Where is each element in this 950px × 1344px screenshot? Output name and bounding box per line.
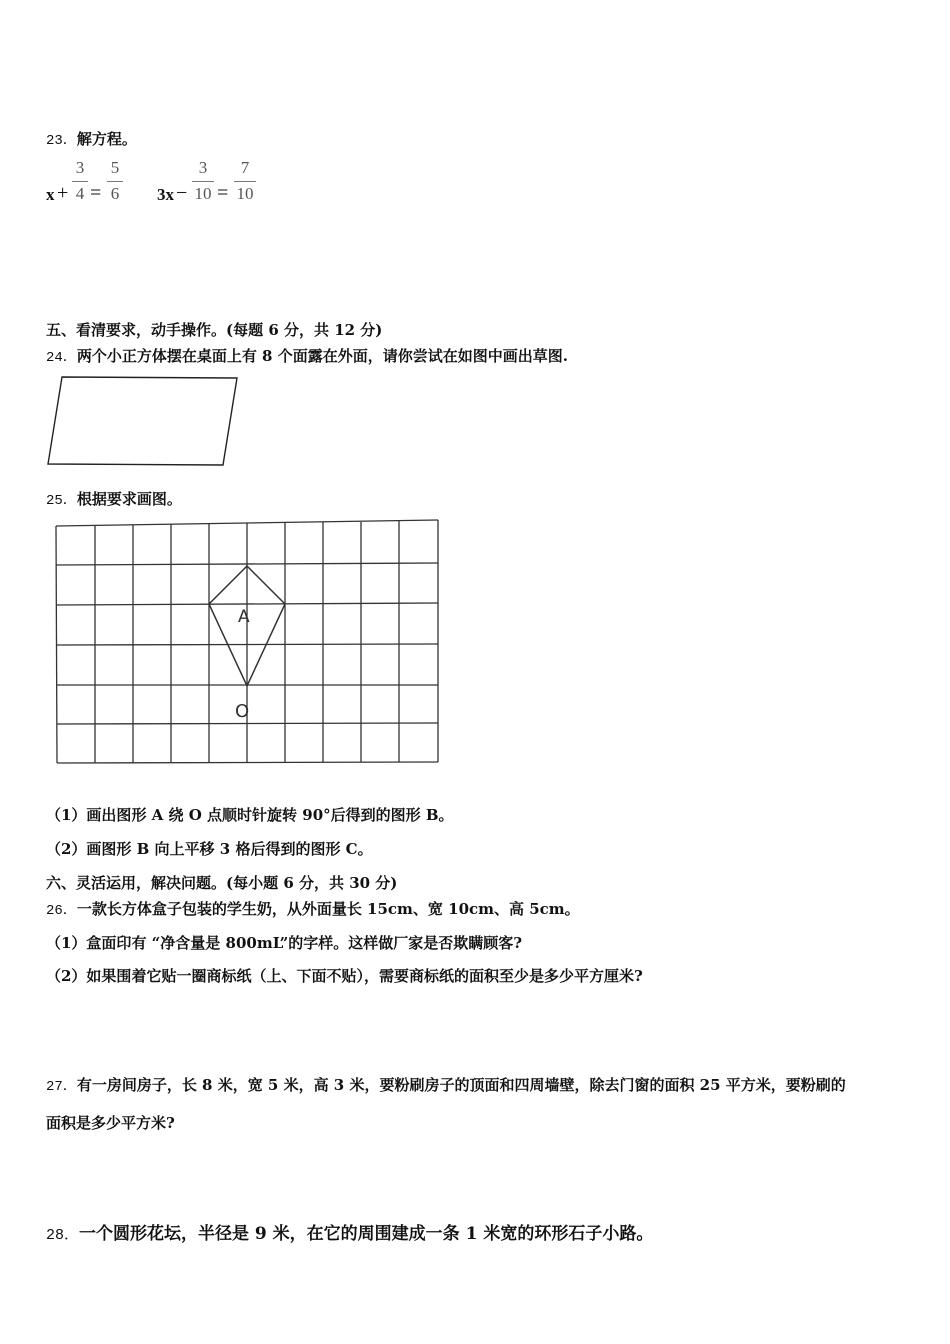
question-text: 两个小正方体摆在桌面上有 8 个面露在外面，请你尝试在如图中画出草图. (76, 347, 568, 365)
grid-lines (56, 520, 438, 763)
question-25-sub-1: （1）画出图形 A 绕 O 点顺时针旋转 90°后得到的图形 B。 (46, 806, 454, 824)
equals-sign: = (217, 182, 229, 204)
question-25-sub-2: （2）画图形 B 向上平移 3 格后得到的图形 C。 (46, 840, 373, 858)
question-26-sub-1: （1）盒面印有 “净含量是 800mL”的字样。这样做厂家是否欺瞒顾客? (46, 934, 523, 952)
fraction-numerator: 3 (198, 158, 208, 177)
question-28 (46, 1219, 653, 1244)
equation-variable: x (46, 185, 55, 204)
equation-variable: 3x (157, 185, 174, 204)
question-27-line-2: 面积是多少平方米? (46, 1114, 175, 1132)
equals-sign: = (90, 182, 102, 204)
question-title: 根据要求画图。 (76, 490, 182, 508)
section-6-heading: 六、灵活运用，解决问题。(每小题 6 分，共 30 分) (46, 874, 398, 892)
equation-operator: − (176, 182, 188, 204)
question-text: 一个圆形花坛，半径是 9 米，在它的周围建成一条 1 米宽的环形石子小路。 (79, 1224, 654, 1244)
question-27-line-1 (46, 1074, 846, 1095)
question-number: 28． (46, 1227, 80, 1244)
fraction-numerator: 7 (240, 158, 250, 177)
section-5-heading: 五、看清要求，动手操作。(每题 6 分，共 12 分) (46, 321, 383, 339)
fraction-numerator: 3 (75, 158, 85, 177)
fraction-denominator: 4 (75, 184, 85, 203)
label-o: O (235, 701, 250, 722)
question-text: 一款长方体盒子包装的学生奶，从外面量长 15cm、宽 10cm、高 5cm。 (76, 900, 580, 918)
fraction-numerator: 5 (110, 158, 120, 177)
question-26-sub-2: （2）如果围着它贴一圈商标纸（上、下面不贴），需要商标纸的面积至少是多少平方厘米? (46, 967, 643, 985)
question-number: 25． (46, 493, 77, 509)
question-26 (46, 898, 580, 919)
question-number: 27． (46, 1079, 77, 1095)
fraction-denominator: 10 (194, 184, 212, 203)
fraction-denominator: 10 (236, 184, 254, 203)
question-title: 解方程。 (76, 130, 137, 148)
label-a: A (238, 607, 250, 627)
question-number: 24． (46, 350, 77, 366)
question-number: 26． (46, 903, 77, 919)
question-text: 有一房间房子，长 8 米，宽 5 米，高 3 米，要粉刷房子的顶面和四周墙壁，除去门窗的面积 25 平方米，要粉刷的 (76, 1076, 846, 1094)
equation-operator: + (57, 182, 69, 204)
question-number: 23． (46, 133, 77, 149)
fraction-denominator: 6 (110, 184, 120, 203)
